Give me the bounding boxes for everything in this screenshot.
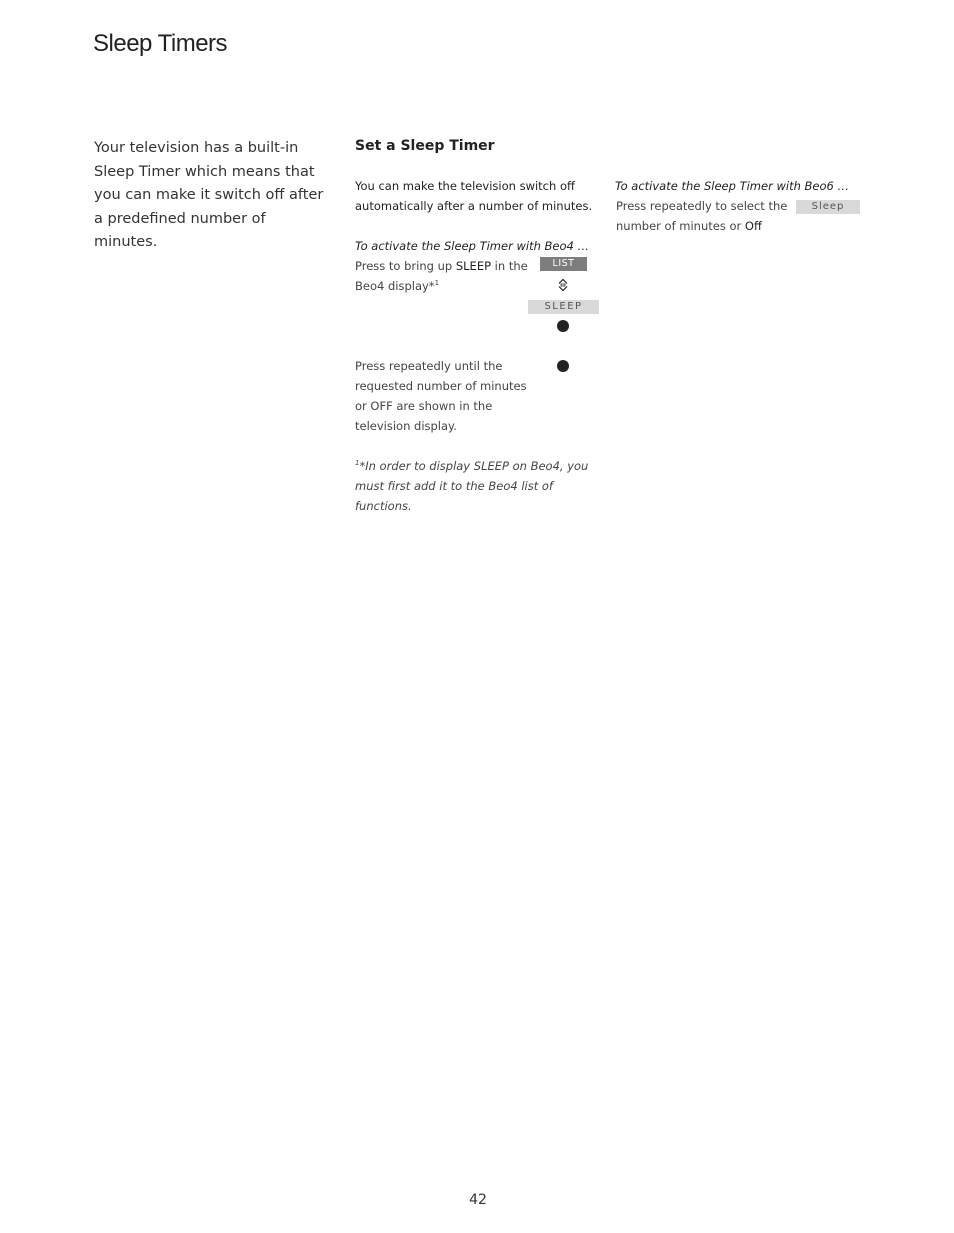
beo6-step-off: Off [744, 219, 762, 233]
sleep-key-label-beo4: SLEEP [528, 300, 599, 314]
beo4-step2: Press repeatedly until the requested number of minutes or OFF are shown in the television display. [355, 359, 527, 433]
beo4-step1-footnote-mark: 1 [434, 279, 440, 288]
intro-text: Your television has a built-in Sleep Timer which means that you can make it switch off after a predefined number of minutes. [94, 140, 324, 250]
beo4-step1-key: SLEEP [455, 259, 492, 273]
beo6-step [616, 196, 788, 236]
up-down-arrow-icon [557, 277, 569, 291]
center-button-icon [557, 320, 569, 332]
section-lead: You can make the television switch off automatically after a number of minutes. [355, 179, 593, 213]
beo4-step1-before: Press to bring up [355, 259, 456, 273]
center-button-icon [557, 360, 569, 372]
beo4-step1-after: in the Beo4 display* [355, 259, 528, 293]
footnote-mark: 1 [355, 459, 360, 468]
page-title: Sleep Timers [93, 30, 228, 57]
sleep-key-label-beo6: Sleep [796, 200, 860, 214]
beo4-step1 [355, 256, 530, 296]
footnote-text: *In order to display SLEEP on Beo4, you must first add it to the Beo4 list of functions. [355, 459, 589, 513]
beo6-heading: To activate the Sleep Timer with Beo6 … [615, 179, 849, 193]
list-key-label: LIST [540, 257, 587, 271]
beo4-heading: To activate the Sleep Timer with Beo4 … [355, 239, 589, 253]
footnote [355, 456, 607, 516]
beo6-step-text: Press repeatedly to select the number of minutes or [616, 199, 788, 233]
section-title: Set a Sleep Timer [355, 138, 495, 154]
page-number: 42 [469, 1192, 487, 1208]
